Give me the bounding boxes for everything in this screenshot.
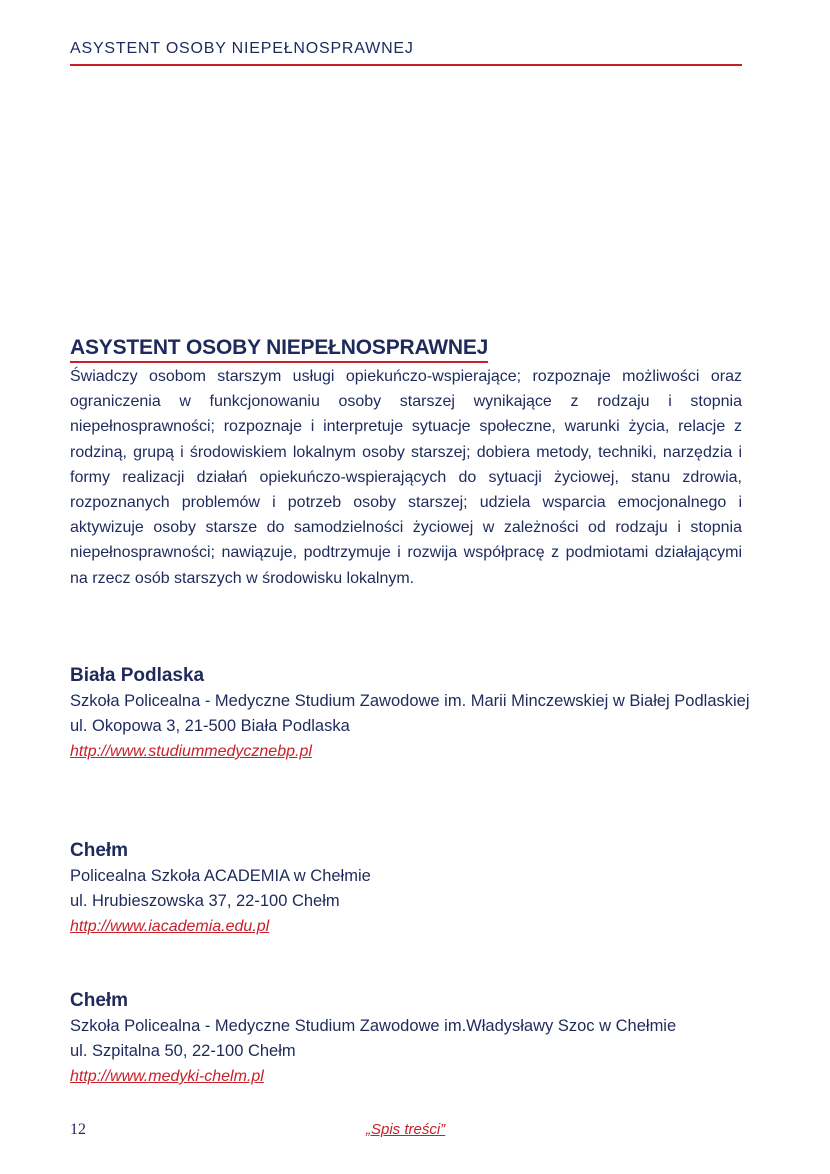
school-city: Chełm xyxy=(70,840,129,861)
school-entry xyxy=(70,988,760,1089)
header-rule xyxy=(70,64,742,66)
running-header: ASYSTENT OSOBY NIEPEŁNOSPRAWNEJ xyxy=(70,40,414,57)
school-name: Szkoła Policealna - Medyczne Studium Zawodowe im. Marii Minczewskiej w Białej Podlaskiej xyxy=(70,692,750,710)
school-city: Chełm xyxy=(70,990,129,1011)
school-website-link[interactable]: http://www.medyki-chelm.pl xyxy=(70,1068,264,1085)
section-description: Świadczy osobom starszym usługi opiekuńczo-wspierające; rozpoznaje możliwości oraz ograniczenia w funkcjonowaniu osoby starszej wynikające z rodzaju i stopnia niepełnosprawności; rozpoznaje i interpretuje sytuacje społeczne, warunki życia, relacje z rodziną, grupą i środowiskiem lokalnym osoby starszej; dobiera metody, techniki, narzędzia i formy realizacji działań opiekuńczo-wspierających do sytuacji życiowej, stanu zdrowia, rozpoznanych problemów i potrzeb osoby starszej; udziela wsparcia emocjonalnego i aktywizuje osoby starsze do samodzielności życiowej w zależności od rodzaju i stopnia niepełnosprawności; nawiązuje, podtrzymuje i rozwija współpracę z podmiotami działającymi na rzecz osób starszych w środowisku lokalnym. xyxy=(70,368,742,587)
school-name: Policealna Szkoła ACADEMIA w Chełmie xyxy=(70,867,371,885)
school-address: ul. Szpitalna 50, 22-100 Chełm xyxy=(70,1042,296,1060)
school-entry xyxy=(70,663,760,764)
school-website-link[interactable]: http://www.studiummedycznebp.pl xyxy=(70,743,312,760)
school-entry xyxy=(70,838,760,939)
school-address: ul. Hrubieszowska 37, 22-100 Chełm xyxy=(70,892,340,910)
section-title: ASYSTENT OSOBY NIEPEŁNOSPRAWNEJ xyxy=(70,336,488,363)
school-city: Biała Podlaska xyxy=(70,665,205,686)
school-address: ul. Okopowa 3, 21-500 Biała Podlaska xyxy=(70,717,350,735)
table-of-contents-link[interactable]: „Spis treści” xyxy=(366,1121,446,1138)
school-website-link[interactable]: http://www.iacademia.edu.pl xyxy=(70,918,270,935)
page-number: 12 xyxy=(70,1121,86,1138)
school-name: Szkoła Policealna - Medyczne Studium Zawodowe im.Władysławy Szoc w Chełmie xyxy=(70,1017,677,1035)
